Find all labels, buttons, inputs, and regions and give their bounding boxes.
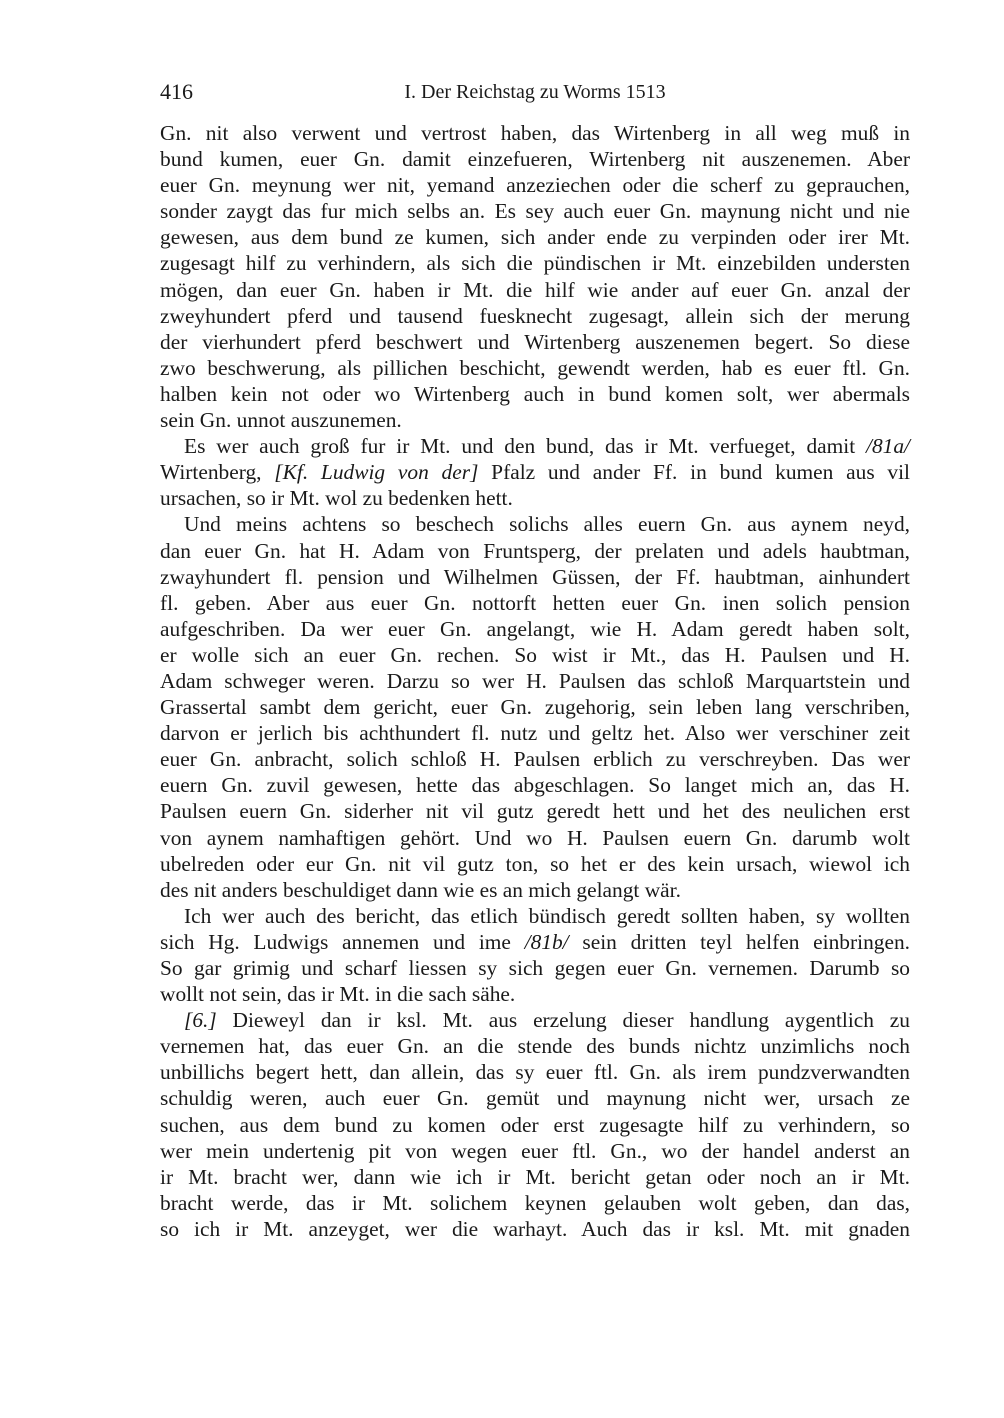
- text-line: [160, 511, 910, 537]
- text-segment: sonder zaygt das fur mich selbs an. Es sey auch euer Gn. maynung nicht und nie: [160, 199, 910, 224]
- text-segment: zweyhundert pferd und tausend fuesknecht zugesagt, allein sich der merung: [160, 303, 910, 328]
- text-segment: darvon er jerlich bis achthundert fl. nutz und geltz het. Also wer verschiner zeit: [160, 721, 910, 746]
- text-segment: aufgeschriben. Da wer euer Gn. angelangt, wie H. Adam geredt haben solt,: [160, 616, 910, 641]
- text-line: [160, 851, 910, 877]
- text-line: [160, 590, 910, 616]
- text-line: [160, 955, 910, 981]
- editorial-annotation: /81b/: [524, 929, 569, 954]
- text-line: [160, 1007, 910, 1033]
- text-segment: wer mein undertenig pit von wegen euer ftl. Gn., wo der handel anderst an: [160, 1138, 910, 1163]
- text-line: [160, 903, 910, 929]
- text-line: [160, 198, 910, 224]
- paragraph: [160, 120, 910, 433]
- text-line: [160, 407, 910, 433]
- paragraph: [160, 1007, 910, 1242]
- text-line: [160, 981, 910, 1007]
- text-segment: gewesen, aus dem bund ze kumen, sich ander ende zu verpinden oder irer Mt.: [160, 225, 910, 250]
- text-segment: sein dritten teyl helfen einbringen.: [568, 929, 910, 954]
- paragraph: [160, 511, 910, 902]
- editorial-annotation: [Kf. Ludwig von der]: [274, 460, 479, 485]
- text-line: [160, 433, 910, 459]
- text-line: [160, 459, 910, 485]
- text-line: [160, 277, 910, 303]
- text-line: [160, 798, 910, 824]
- text-segment: ubelreden oder eur Gn. nit vil gutz ton, so het er des kein ursach, wiewol ich: [160, 851, 910, 876]
- text-segment: Ich wer auch des bericht, das etlich bündisch geredt sollten haben, sy wollten: [184, 903, 910, 928]
- text-line: [160, 303, 910, 329]
- text-segment: dan euer Gn. hat H. Adam von Fruntsperg, der prelaten und adels haubtman,: [160, 538, 910, 563]
- text-segment: sein Gn. unnot auszunemen.: [160, 408, 402, 433]
- text-segment: Gn. nit also verwent und vertrost haben, das Wirtenberg in all weg muß in: [160, 121, 910, 145]
- text-segment: halben kein not oder wo Wirtenberg auch in bund komen solt, wer abermals: [160, 381, 910, 406]
- text-segment: fl. geben. Aber aus euer Gn. nottorft hetten euer Gn. inen solich pension: [160, 590, 910, 615]
- text-line: [160, 381, 910, 407]
- text-line: [160, 329, 910, 355]
- text-line: [160, 355, 910, 381]
- text-segment: von aynem namhaftigen gehört. Und wo H. Paulsen euern Gn. darumb wolt: [160, 825, 910, 850]
- text-segment: unbillichs begert hett, dan allein, das sy euer ftl. Gn. als irem pundzverwandten: [160, 1060, 910, 1085]
- text-segment: Dieweyl dan ir ksl. Mt. aus erzelung dieser handlung aygentlich zu: [216, 1008, 910, 1033]
- text-segment: ir Mt. bracht wer, dann wie ich ir Mt. bericht getan oder noch an ir Mt.: [160, 1164, 910, 1189]
- text-segment: so ich ir Mt. anzeyget, wer die warhayt. Auch das ir ksl. Mt. mit gnaden: [160, 1216, 910, 1241]
- paragraph: [160, 903, 910, 1007]
- text-segment: Pfalz und ander Ff. in bund kumen aus vil: [478, 460, 910, 485]
- text-segment: bracht werde, das ir Mt. solichem keynen gelauben wolt geben, dan das,: [160, 1190, 910, 1215]
- text-line: [160, 538, 910, 564]
- document-page: [160, 76, 910, 1242]
- text-line: [160, 616, 910, 642]
- text-segment: zugesagt hilf zu verhindern, als sich die pündischen ir Mt. einzebilden understen: [160, 251, 910, 276]
- text-segment: zwo beschwerung, als pillichen beschicht, gewendt werden, hab es euer ftl. Gn.: [160, 355, 910, 380]
- text-line: [160, 746, 910, 772]
- text-line: [160, 929, 910, 955]
- text-segment: schuldig weren, auch euer Gn. gemüt und maynung nicht wer, ursach ze: [160, 1086, 910, 1111]
- text-segment: des nit anders beschuldiget dann wie es an mich gelangt wär.: [160, 877, 681, 902]
- text-line: [160, 120, 910, 146]
- text-line: [160, 564, 910, 590]
- text-line: [160, 668, 910, 694]
- text-segment: zwayhundert fl. pension und Wilhelmen Güssen, der Ff. haubtman, ainhundert: [160, 564, 910, 589]
- text-segment: sich Hg. Ludwigs annemen und ime: [160, 929, 525, 954]
- text-line: [160, 172, 910, 198]
- text-segment: euer Gn. meynung wer nit, yemand anzeziechen oder die scherf zu geprauchen,: [160, 173, 910, 198]
- text-line: [160, 250, 910, 276]
- text-line: [160, 1164, 910, 1190]
- text-segment: er wolle sich an euer Gn. rechen. So wist ir Mt., das H. Paulsen und H.: [160, 642, 910, 667]
- text-segment: So gar grimig und scharf liessen sy sich gegen euer Gn. vernemen. Darumb so: [160, 956, 910, 980]
- text-line: [160, 825, 910, 851]
- text-line: [160, 1033, 910, 1059]
- text-line: [160, 1216, 910, 1242]
- text-segment: der vierhundert pferd beschwert und Wirtenberg auszenemen begert. So diese: [160, 329, 910, 354]
- text-line: [160, 1190, 910, 1216]
- text-line: [160, 720, 910, 746]
- text-line: [160, 146, 910, 172]
- running-head: [160, 76, 910, 108]
- text-segment: Wirtenberg,: [160, 460, 275, 485]
- text-line: [160, 642, 910, 668]
- text-segment: vernemen hat, das euer Gn. an die stende des bunds nichtz unzimlichs noch: [160, 1034, 910, 1059]
- text-segment: Paulsen euern Gn. siderher nit vil gutz geredt hett und het des neulichen erst: [160, 799, 910, 824]
- text-line: [160, 772, 910, 798]
- text-segment: Es wer auch groß fur ir Mt. und den bund, das ir Mt. verfueget, damit: [184, 434, 867, 459]
- text-line: [160, 1085, 910, 1111]
- text-segment: Und meins achtens so beschech solichs alles euern Gn. aus aynem neyd,: [184, 512, 910, 537]
- running-title: I. Der Reichstag zu Worms 1513: [404, 81, 666, 103]
- text-line: [160, 224, 910, 250]
- paragraph: [160, 433, 910, 511]
- text-segment: bund kumen, euer Gn. damit einzefueren, Wirtenberg nit auszenemen. Aber: [160, 147, 910, 172]
- text-segment: mögen, dan euer Gn. haben ir Mt. die hilf wie ander auf euer Gn. anzal der: [160, 277, 910, 302]
- editorial-annotation: [6.]: [184, 1008, 217, 1033]
- text-line: [160, 485, 910, 511]
- text-segment: euer Gn. anbracht, solich schloß H. Paulsen erblich zu verschreyben. Das wer: [160, 747, 910, 772]
- text-segment: Adam schweger weren. Darzu so wer H. Paulsen das schloß Marquartstein und: [160, 668, 910, 693]
- text-line: [160, 1112, 910, 1138]
- text-segment: ursachen, so ir Mt. wol zu bedenken hett.: [160, 486, 513, 511]
- text-line: [160, 877, 910, 903]
- page-number: 416: [160, 79, 193, 104]
- text-segment: wollt not sein, das ir Mt. in die sach sähe.: [160, 982, 516, 1007]
- body-text: [160, 120, 910, 1242]
- text-line: [160, 1059, 910, 1085]
- text-segment: Grassertal sambt dem gericht, euer Gn. zugehorig, sein leben lang verschriben,: [160, 695, 910, 720]
- text-segment: euern Gn. zuvil gewesen, hette das abgeschlagen. So langet mich an, das H.: [160, 773, 910, 798]
- text-line: [160, 1138, 910, 1164]
- editorial-annotation: /81a/: [866, 434, 910, 459]
- text-segment: suchen, aus dem bund zu komen oder erst zugesagte hilf zu verhindern, so: [160, 1112, 910, 1137]
- text-line: [160, 694, 910, 720]
